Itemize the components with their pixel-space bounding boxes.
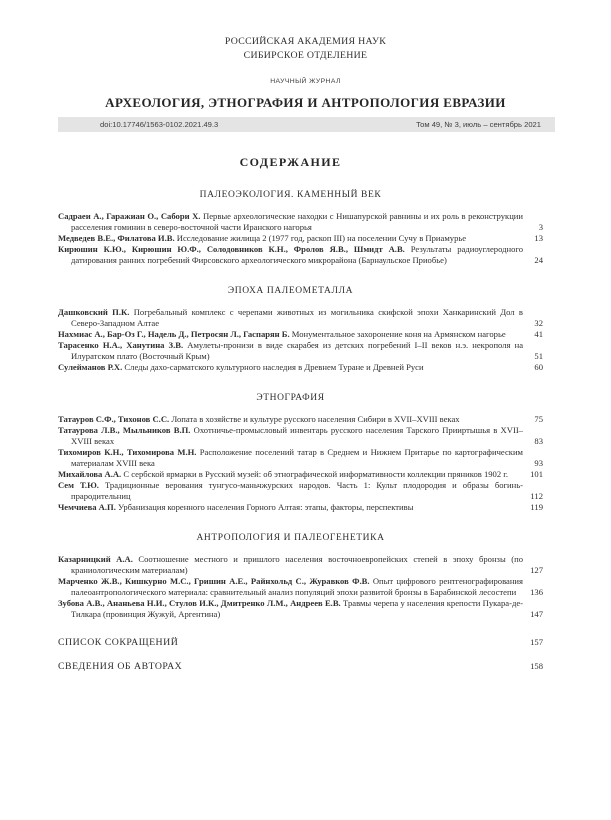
- entry-text: [58, 554, 523, 576]
- entry-text: [58, 340, 523, 362]
- entry-page-number: 3: [538, 222, 543, 232]
- toc-entry: [58, 425, 543, 447]
- entry-text: [58, 362, 523, 373]
- entry-text: [58, 447, 523, 469]
- entry-text: [58, 414, 523, 425]
- entry-authors: Тарасенко Н.А., Ханутина З.В.: [58, 340, 184, 350]
- entry-authors: Кирюшин К.Ю., Кирюшин Ю.Ф., Солодовников К.Н., Фролов Я.В., Шмидт А.В.: [58, 244, 405, 254]
- entry-title: Охотничье-промысловый инвентарь русского населения Тарского Прииртышья в XVII–XVIII веках: [71, 425, 523, 446]
- entry-text: [58, 233, 523, 244]
- toc-section: [58, 190, 543, 266]
- toc-entry: [58, 554, 543, 576]
- entry-page-number: 32: [534, 318, 543, 328]
- entry-authors: Тихомиров К.Н., Тихомирова М.Н.: [58, 447, 197, 457]
- entry-title: Опыт цифрового рентгенографирования палеоантропологического материала: сравнительный анализ популяций эпохи развитой бронзы в Барабинской лесостепи: [71, 576, 523, 597]
- journal-title: АРХЕОЛОГИЯ, ЭТНОГРАФИЯ И АНТРОПОЛОГИЯ ЕВРАЗИИ: [105, 95, 506, 110]
- issue-volume-text: Том 49, № 3, июль – сентябрь 2021: [416, 120, 541, 129]
- back-matter-row: [58, 661, 543, 672]
- toc-section: [58, 393, 543, 513]
- entry-authors: Нахмиас А., Бар-Оз Г., Надель Д., Петросян Л., Гаспарян Б.: [58, 329, 290, 339]
- back-matter: [58, 637, 543, 672]
- section-heading: ПАЛЕОЭКОЛОГИЯ. КАМЕННЫЙ ВЕК: [199, 190, 382, 200]
- contents-sections: [58, 190, 543, 620]
- entry-page-number: 112: [530, 491, 543, 501]
- entry-authors: Дашковский П.К.: [58, 307, 130, 317]
- entry-title: Амулеты-пронизи в виде скарабея из детских погребений I–II веков н.э. некрополя на Илуратском плато (Восточный Крым): [71, 340, 524, 361]
- contents-title: СОДЕРЖАНИЕ: [239, 155, 342, 169]
- entry-title: Монументальное захоронение коня на Армянском нагорье: [291, 329, 506, 339]
- toc-entry: [58, 576, 543, 598]
- entry-authors: Чемчиева А.П.: [58, 502, 116, 512]
- toc-entry: [58, 598, 543, 620]
- entry-title: Расположение поселений татар в Среднем и Нижнем Притарье по картографическим материалам XVIII века: [71, 447, 523, 468]
- entry-page-number: 136: [530, 587, 543, 597]
- branch-name: СИБИРСКОЕ ОТДЕЛЕНИЕ: [243, 50, 368, 61]
- toc-entry: [58, 469, 543, 480]
- entry-page-number: 127: [530, 565, 543, 575]
- entry-title: Следы дахо-сарматского культурного наследия в Древнем Туране и Древней Руси: [124, 362, 424, 372]
- entry-title: С сербской ярмарки в Русский музей: об этнографической информативности коллекции пряников 1902 г.: [123, 469, 508, 479]
- back-matter-title: СПИСОК СОКРАЩЕНИЙ: [58, 637, 179, 648]
- entry-authors: Сулейманов Р.Х.: [58, 362, 123, 372]
- entry-page-number: 13: [534, 233, 543, 243]
- academy-name: РОССИЙСКАЯ АКАДЕМИЯ НАУК: [224, 36, 387, 47]
- entry-page-number: 41: [534, 329, 543, 339]
- entry-page-number: 101: [530, 469, 543, 479]
- section-entries: [58, 414, 543, 513]
- entry-title: Травмы черепа у населения крепости Пукара-де-Тилкара (провинция Жужуй, Аргентина): [71, 598, 523, 619]
- section-entries: [58, 211, 543, 266]
- entry-text: [58, 307, 523, 329]
- section-heading: ЭПОХА ПАЛЕОМЕТАЛЛА: [227, 286, 354, 296]
- entry-text: [58, 329, 523, 340]
- toc-entry: [58, 211, 543, 233]
- toc-entry: [58, 340, 543, 362]
- toc-entry: [58, 414, 543, 425]
- entry-text: [58, 211, 523, 233]
- journal-header: [0, 0, 611, 132]
- toc-section: [58, 286, 543, 373]
- issue-info-bar: [58, 117, 555, 132]
- back-matter-page: 157: [530, 637, 543, 647]
- entry-title: Исследование жилища 2 (1977 год, раскоп III) на поселении Сучу в Приамурье: [176, 233, 467, 243]
- toc-entry: [58, 329, 543, 340]
- entry-title: Погребальный комплекс с черепами животных из могильника скифской эпохи Ханкаринский Дол в Северо-Западном Алтае: [71, 307, 523, 328]
- entry-text: [58, 469, 523, 480]
- entry-authors: Зубова А.В., Ананьева Н.И., Стулов И.К., Дмитренко Л.М., Андреев Е.В.: [58, 598, 341, 608]
- entry-title: Первые археологические находки с Нишапурской равнины и их роль в реконструкции расселения гоминин в северо-восточной части Иранского нагорья: [71, 211, 523, 232]
- journal-type-label: НАУЧНЫЙ ЖУРНАЛ: [270, 78, 341, 85]
- entry-authors: Садраеи А., Гаражиан О., Сабори Х.: [58, 211, 201, 221]
- entry-page-number: 60: [534, 362, 543, 372]
- toc-entry: [58, 233, 543, 244]
- entry-text: [58, 244, 523, 266]
- section-entries: [58, 307, 543, 373]
- entry-page-number: 24: [534, 255, 543, 265]
- entry-title: Урбанизация коренного населения Горного Алтая: этапы, факторы, перспективы: [118, 502, 414, 512]
- entry-page-number: 75: [534, 414, 543, 424]
- entry-text: [58, 502, 523, 513]
- entry-authors: Михайлова А.А.: [58, 469, 122, 479]
- entry-authors: Марченко Ж.В., Кишкурно М.С., Гришин А.Е., Райнхольд С., Журавков Ф.В.: [58, 576, 370, 586]
- entry-title: Соотношение местного и пришлого населения восточноевропейских степей в эпоху бронзы (по краниологическим материалам): [71, 554, 523, 575]
- entry-text: [58, 598, 523, 620]
- section-heading: ЭТНОГРАФИЯ: [256, 393, 325, 403]
- section-heading: АНТРОПОЛОГИЯ И ПАЛЕОГЕНЕТИКА: [196, 533, 385, 543]
- toc-entry: [58, 447, 543, 469]
- back-matter-title: СВЕДЕНИЯ ОБ АВТОРАХ: [58, 661, 183, 672]
- entry-page-number: 119: [530, 502, 543, 512]
- toc-section: [58, 533, 543, 620]
- entry-page-number: 83: [534, 436, 543, 446]
- toc-entry: [58, 502, 543, 513]
- entry-title: Традиционные верования тунгусо-маньчжурских народов. Часть 1: Культ плодородия и образы богинь-прародительниц: [71, 480, 523, 501]
- toc-entry: [58, 480, 543, 502]
- back-matter-row: [58, 637, 543, 648]
- entry-authors: Татауров С.Ф., Тихонов С.С.: [58, 414, 170, 424]
- entry-page-number: 51: [534, 351, 543, 361]
- section-entries: [58, 554, 543, 620]
- entry-text: [58, 576, 523, 598]
- entry-authors: Медведев В.Е., Филатова И.В.: [58, 233, 175, 243]
- entry-page-number: 147: [530, 609, 543, 619]
- toc-entry: [58, 244, 543, 266]
- entry-authors: Татаурова Л.В., Мыльников В.П.: [58, 425, 191, 435]
- entry-page-number: 93: [534, 458, 543, 468]
- entry-text: [58, 425, 523, 447]
- entry-authors: Казарницкий А.А.: [58, 554, 133, 564]
- doi-text: doi:10.17746/1563-0102.2021.49.3: [100, 120, 219, 129]
- entry-title: Результаты радиоуглеродного датирования ранних погребений Фирсовского археологического микрорайона (Барнаульское Приобье): [71, 244, 523, 265]
- toc-entry: [58, 362, 543, 373]
- toc-entry: [58, 307, 543, 329]
- entry-authors: Сем Т.Ю.: [58, 480, 99, 490]
- entry-title: Лопата в хозяйстве и культуре русского населения Сибири в XVII–XVIII веках: [171, 414, 460, 424]
- back-matter-page: 158: [530, 661, 543, 671]
- entry-text: [58, 480, 523, 502]
